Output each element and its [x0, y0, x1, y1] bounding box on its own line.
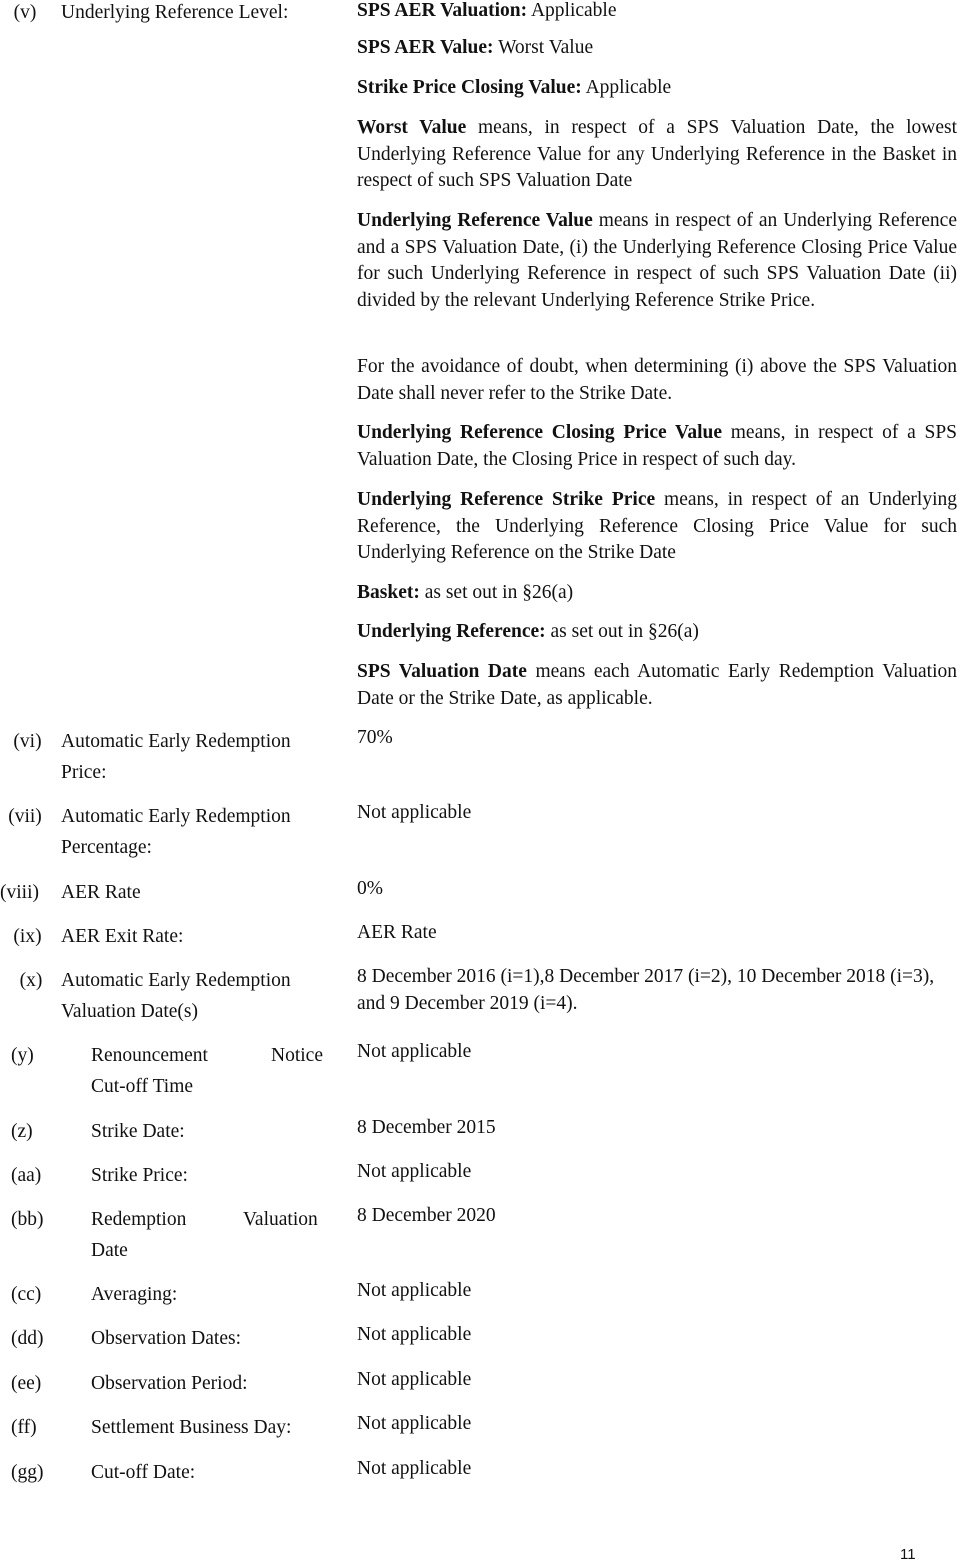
item-label-aer-percentage: Automatic Early Redemption Percentage:: [61, 806, 291, 858]
item-value-strike-date: 8 December 2015: [357, 1117, 496, 1138]
item-label-averaging: Averaging:: [91, 1284, 178, 1305]
text: Applicable: [581, 77, 672, 98]
strike-price-definition: [357, 487, 957, 567]
item-label-aer-rate: AER Rate: [61, 882, 141, 903]
text: For the avoidance of doubt, when determining (i) above the SPS Valuation Date shall never refer to the Strike Date.: [357, 356, 957, 404]
item-number-bb: (bb): [11, 1209, 44, 1230]
item-number-dd: (dd): [11, 1328, 44, 1349]
text: means, in respect of an Underlying Reference, the Underlying Reference Closing Price Value for such Underlying Reference on the Strike Date: [357, 489, 958, 563]
item-value-aer-exit-rate: AER Rate: [357, 922, 437, 943]
item-label-valuation: Valuation: [243, 1209, 318, 1230]
text: as set out in §26(a): [545, 621, 699, 642]
term: SPS AER Value:: [357, 37, 494, 58]
item-label-notice: Notice: [271, 1045, 323, 1066]
item-number-vii: (vii): [8, 806, 42, 827]
item-number-x: (x): [19, 970, 43, 991]
strike-price-closing-value: [357, 75, 671, 102]
term: Basket:: [357, 582, 420, 603]
item-number-cc: (cc): [11, 1284, 42, 1305]
text: means in respect of an Underlying Reference and a SPS Valuation Date, (i) the Underlying Reference Closing Price Value for such Underlying Reference in respect of such SPS Valuation Date (ii) divided by the relevant Underlying Reference Strike Price.: [357, 210, 957, 311]
term: Underlying Reference Strike Price: [357, 489, 656, 510]
text: means, in respect of a SPS Valuation Date, the lowest Underlying Reference Value for any Underlying Reference in the Basket in respect of such SPS Valuation Date: [357, 117, 957, 191]
item-label-settlement-business-day: Settlement Business Day:: [91, 1417, 292, 1438]
item-number-aa: (aa): [11, 1165, 42, 1186]
item-value-redemption-valuation-date: 8 December 2020: [357, 1205, 496, 1226]
item-label-strike-price: Strike Price:: [91, 1165, 188, 1186]
closing-price-value-definition: [357, 420, 957, 473]
item-label-observation-dates: Observation Dates:: [91, 1328, 242, 1349]
item-label-aer-price: Automatic Early Redemption Price:: [61, 731, 291, 783]
item-value-settlement-business-day: Not applicable: [357, 1413, 472, 1434]
worst-value-definition: [357, 115, 957, 195]
item-label-cutoff-date: Cut-off Date:: [91, 1462, 196, 1483]
item-value-renouncement: Not applicable: [357, 1041, 472, 1062]
item-number-gg: (gg): [11, 1462, 44, 1483]
item-value-cutoff-date: Not applicable: [357, 1458, 472, 1479]
text: as set out in §26(a): [419, 582, 574, 603]
term: SPS Valuation Date: [357, 661, 527, 682]
text: Applicable: [527, 0, 617, 21]
page-number: 11: [900, 1546, 916, 1563]
item-number-z: (z): [11, 1121, 33, 1142]
item-label-date: Date: [91, 1240, 128, 1261]
item-number-viii: (viii): [0, 882, 39, 903]
item-value-aer-price: 70%: [357, 727, 393, 748]
item-number-v: (v): [13, 2, 37, 23]
item-number-ix: (ix): [13, 926, 42, 947]
item-number-y: (y): [11, 1045, 34, 1066]
item-label-observation-period: Observation Period:: [91, 1373, 248, 1394]
term: Underlying Reference Value: [357, 210, 593, 231]
sps-aer-valuation: [357, 0, 617, 25]
term: Worst Value: [357, 117, 467, 138]
item-label-strike-date: Strike Date:: [91, 1121, 185, 1142]
basket-definition: [357, 580, 573, 607]
text: means each Automatic Early Redemption Valuation Date or the Strike Date, as applicable.: [357, 661, 957, 709]
text: Worst Value: [493, 37, 594, 58]
item-label-cutoff-time: Cut-off Time: [91, 1076, 194, 1097]
item-number-ff: (ff): [11, 1417, 37, 1438]
term: Underlying Reference Closing Price Value: [357, 422, 723, 443]
item-label-underlying-reference-level: Underlying Reference Level:: [61, 2, 289, 23]
item-value-averaging: Not applicable: [357, 1280, 472, 1301]
item-value-aer-percentage: Not applicable: [357, 802, 472, 823]
term: SPS AER Valuation:: [357, 0, 528, 21]
item-label-aer-valuation-dates: Automatic Early Redemption Valuation Date(s): [61, 970, 291, 1022]
item-number-vi: (vi): [13, 731, 42, 752]
item-value-observation-dates: Not applicable: [357, 1324, 472, 1345]
sps-aer-value: [357, 35, 593, 62]
sps-valuation-date-definition: [357, 659, 957, 712]
text: means, in respect of a SPS Valuation Date, the Closing Price in respect of such day.: [357, 422, 958, 470]
item-value-observation-period: Not applicable: [357, 1369, 472, 1390]
item-label-renouncement: Renouncement: [91, 1045, 208, 1066]
item-number-ee: (ee): [11, 1373, 42, 1394]
avoidance-note: [357, 354, 957, 407]
term: Underlying Reference:: [357, 621, 546, 642]
item-label-redemption: Redemption: [91, 1209, 187, 1230]
underlying-reference-definition: [357, 619, 699, 646]
item-label-aer-exit-rate: AER Exit Rate:: [61, 926, 184, 947]
item-value-aer-rate: 0%: [357, 878, 383, 899]
item-value-strike-price: Not applicable: [357, 1161, 472, 1182]
term: Strike Price Closing Value:: [357, 77, 582, 98]
item-value-aer-valuation-dates: 8 December 2016 (i=1),8 December 2017 (i=2), 10 December 2018 (i=3), and 9 December 2019 (i=4).: [357, 966, 935, 1014]
underlying-reference-value-definition: [357, 208, 957, 314]
